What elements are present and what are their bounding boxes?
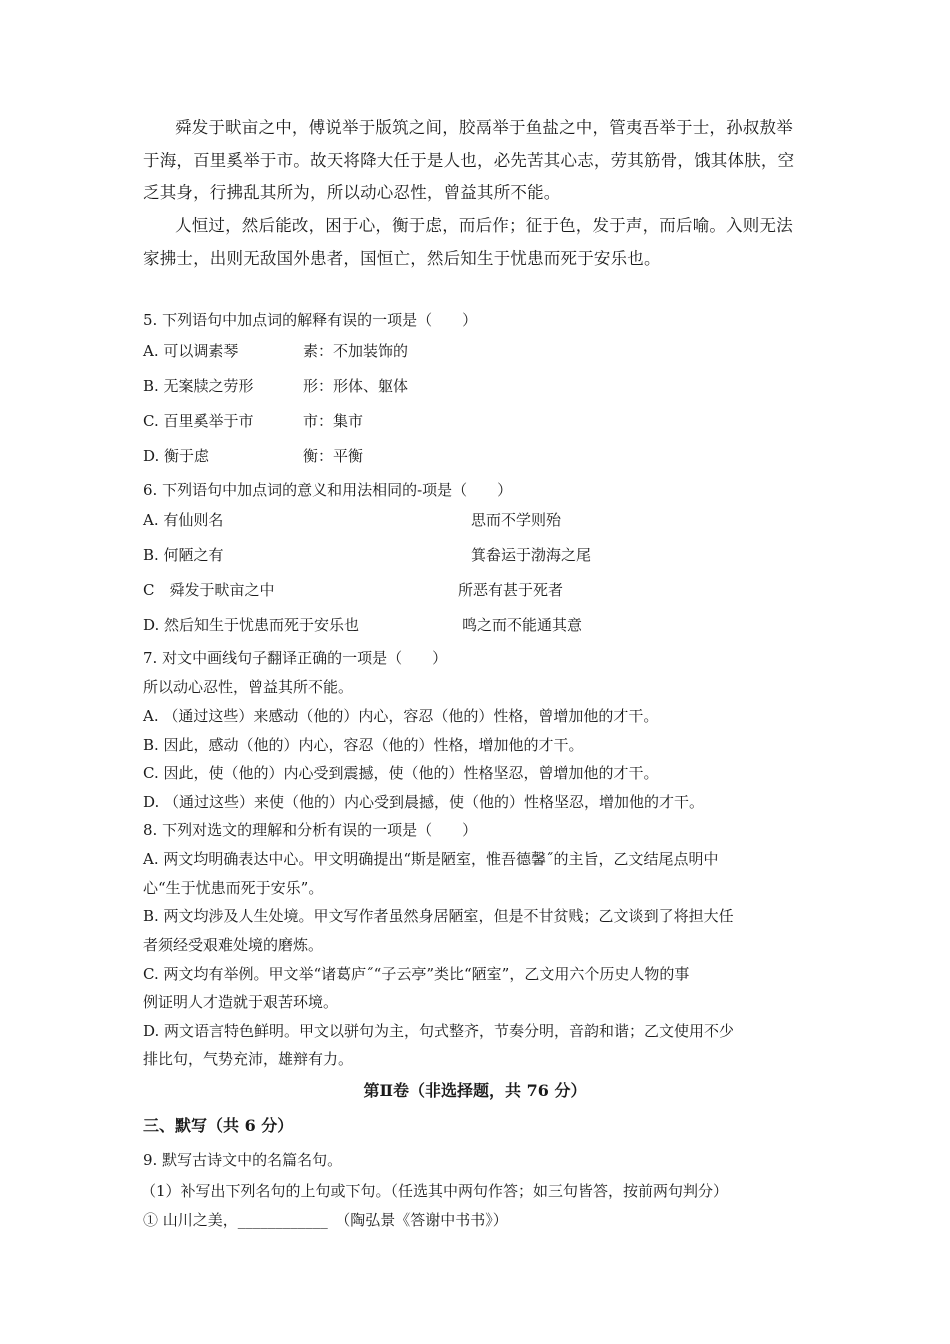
q6-option-a-compare: 思而不学则殆	[471, 511, 562, 529]
q6-stem: 6. 下列语句中加点词的意义和用法相同的-项是（ ）	[143, 481, 513, 499]
passage-line-1: 舜发于畎亩之中，傅说举于版筑之间，胶鬲举于鱼盐之中，管夷吾举于士，孙叔敖举	[175, 118, 793, 137]
q7-option-b: B. 因此，感动（他的）内心，容忍（他的）性格，增加他的才干。	[143, 736, 584, 754]
part2-title: 第Ⅱ卷（非选择题，共 76 分）	[363, 1081, 587, 1100]
q6-option-c: C 舜发于畎亩之中	[143, 581, 275, 599]
q8-line-3: B. 两文均涉及人生处境。甲文写作者虽然身居陋室，但是不甘贫贱；乙文谈到了将担大任	[143, 907, 734, 925]
q9-item1: ① 山川之美，____________ （陶弘景《答谢中书书》）	[143, 1211, 508, 1229]
q6-option-b: B. 何陋之有	[143, 546, 224, 564]
q5-option-c-explain: 市：集市	[303, 412, 364, 430]
passage-line-2: 于海，百里奚举于市。故天将降大任于是人也，必先苦其心志，劳其筋骨，饿其体肤，空	[143, 151, 795, 170]
q6-option-c-compare: 所恶有甚于死者	[458, 581, 564, 599]
q7-option-a: A. （通过这些）来感动（他的）内心，容忍（他的）性格，曾增加他的才干。	[143, 707, 659, 725]
q8-line-6: 例证明人才造就于艰苦环境。	[143, 993, 339, 1011]
q9-stem: 9. 默写古诗文中的名篇名句。	[143, 1151, 343, 1169]
q7-option-d: D. （通过这些）来使（他的）内心受到晨撼，使（他的）性格坚忍，增加他的才干。	[143, 793, 705, 811]
q7-option-c: C. 因此，使（他的）内心受到震撼，使（他的）性格坚忍，曾增加他的才干。	[143, 764, 659, 782]
q5-option-d-explain: 衡：平衡	[303, 447, 364, 465]
q7-stem: 7. 对文中画线句子翻译正确的一项是（ ）	[143, 649, 448, 667]
passage-line-4: 人恒过，然后能改，困于心，衡于虑，而后作；征于色，发于声，而后喻。入则无法	[175, 216, 793, 235]
q5-option-b: B. 无案牍之劳形	[143, 377, 254, 395]
q5-stem: 5. 下列语句中加点词的解释有误的一项是（ ）	[143, 311, 478, 329]
q8-line-7: D. 两文语言特色鲜明。甲文以骈句为主，句式整齐，节奏分明，音韵和谐；乙文使用不少	[143, 1022, 735, 1040]
q5-option-a-explain: 素：不加装饰的	[303, 342, 409, 360]
q6-option-a: A. 有仙则名	[143, 511, 224, 529]
q6-option-d: D. 然后知生于忧患而死于安乐也	[143, 616, 360, 634]
passage-line-3: 乏其身，行拂乱其所为，所以动心忍性，曾益其所不能。	[143, 183, 561, 202]
q8-line-5: C. 两文均有举例。甲文举“诸葛庐˝“子云亭”类比“陋室”，乙文用六个历史人物的事	[143, 965, 690, 983]
q5-option-a: A. 可以调素琴	[143, 342, 239, 360]
q8-line-8: 排比句，气势充沛，雄辩有力。	[143, 1050, 354, 1068]
section3-title: 三、默写（共 6 分）	[143, 1116, 294, 1135]
passage-line-5: 家拂士，出则无敌国外患者，国恒亡，然后知生于忧患而死于安乐也。	[143, 249, 661, 268]
q5-option-d: D. 衡于虑	[143, 447, 210, 465]
q7-sentence: 所以动心忍性，曾益其所不能。	[143, 678, 354, 696]
q8-line-4: 者须经受艰难处境的磨炼。	[143, 936, 324, 954]
q5-option-c: C. 百里奚举于市	[143, 412, 254, 430]
q8-stem: 8. 下列对选文的理解和分析有误的一项是（ ）	[143, 821, 478, 839]
q9-sub1: （1）补写出下列名句的上句或下句。（任选其中两句作答；如三句皆答，按前两句判分）	[141, 1182, 729, 1200]
q5-option-b-explain: 形：形体、躯体	[303, 377, 409, 395]
q8-line-1: A. 两文均明确表达中心。甲文明确提出“斯是陋室，惟吾德馨˝的主旨，乙文结尾点明中	[143, 850, 719, 868]
q6-option-b-compare: 箕畚运于渤海之尾	[471, 546, 592, 564]
q6-option-d-compare: 鸣之而不能通其意	[462, 616, 583, 634]
q8-line-2: 心“生于忧患而死于安乐”。	[143, 879, 324, 897]
